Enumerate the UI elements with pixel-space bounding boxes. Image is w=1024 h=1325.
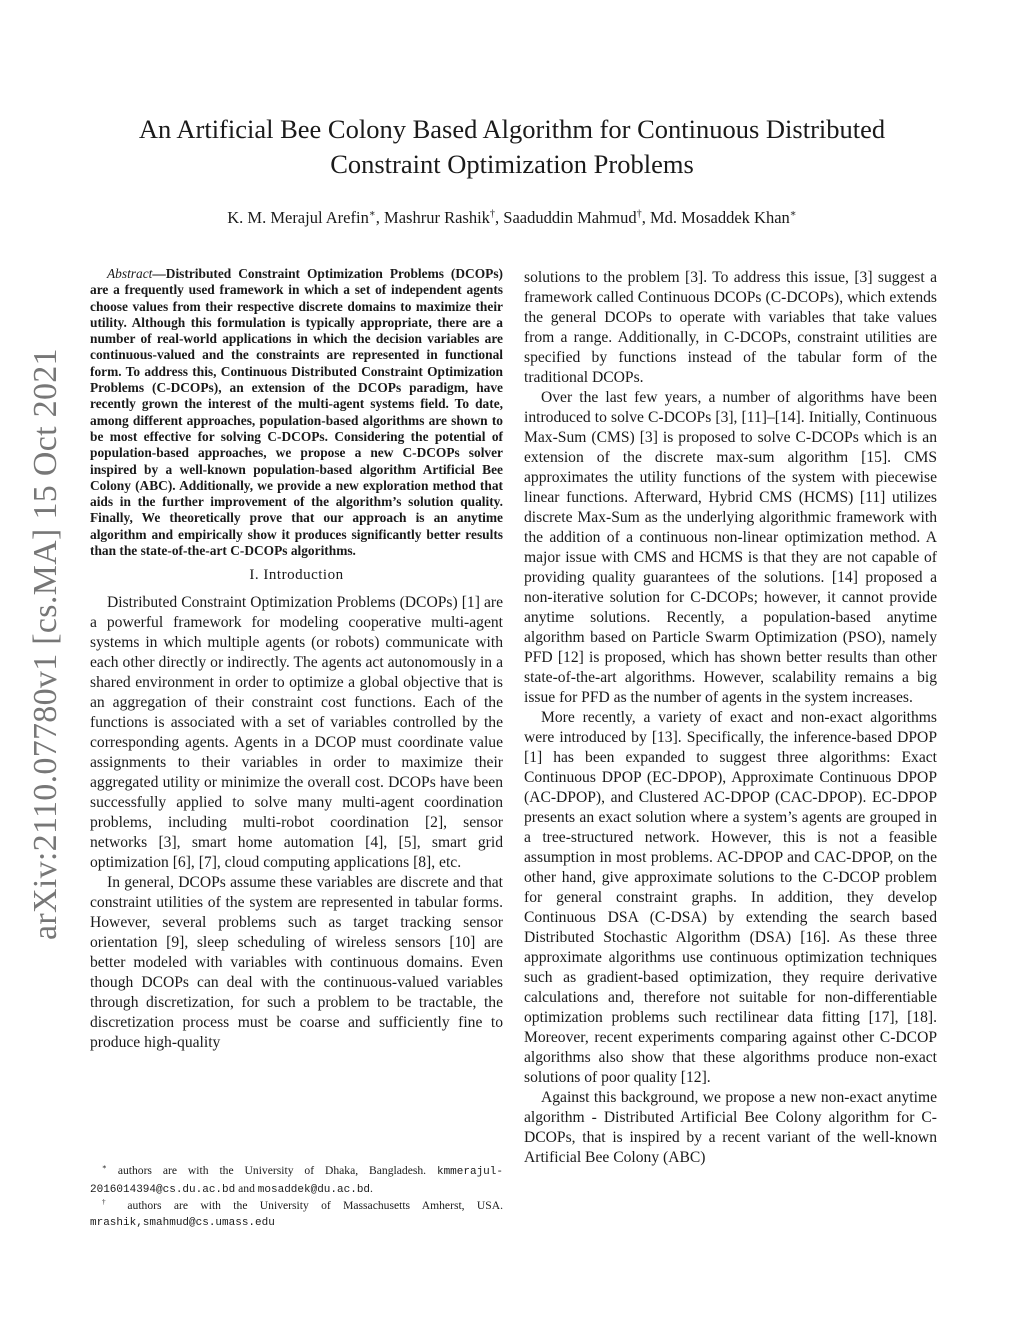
footnotes: [90, 1163, 503, 1231]
abstract-text: Distributed Constraint Optimization Problems (DCOPs) are a frequently used framework in which a set of independent agents choose values from their respective discrete domains to maximize their utility. Although this formulation is typically appropriate, there are a number of real-world applications in which the decision variables are continuous-valued and the constraints are represented in functional form. To address this, Continuous Distributed Constraint Optimization Problems (C-DCOPs), an extension of the DCOPs paradigm, have recently grown the interest of the multi-agent systems field. To date, among different approaches, population-based algorithms are shown to be most effective for solving C-DCOPs. Considering the potential of population-based approaches, we propose a new C-DCOPs solver inspired by a well-known population-based algorithm Artificial Bee Colony (ABC). Additionally, we provide a new exploration method that aids in the further improvement of the algorithm’s solution quality. Finally, We theoretically prove that our approach is an anytime algorithm and empirically show it produces significantly better results than the state-of-the-art C-DCOPs algorithms.: [90, 266, 503, 559]
paragraph: solutions to the problem [3]. To address this issue, [3] suggest a framework called Continuous DCOPs (C-DCOPs), which extends the general DCOPs to operate with variables that take values from a range. Additionally, in C-DCOPs, constraint utilities are specified by functions instead of the tabular form of the traditional DCOPs.: [524, 269, 937, 386]
email-address: mosaddek@du.ac.bd: [257, 1183, 371, 1196]
abstract-label: Abstract: [107, 266, 153, 281]
author-list: [90, 206, 934, 230]
arxiv-identifier: arXiv:2110.07780v1 [cs.MA] 15 Oct 2021: [27, 348, 64, 940]
author-4: Md. Mosaddek Khan∗: [650, 208, 797, 227]
right-column: [524, 268, 937, 1168]
paragraph: In general, DCOPs assume these variables are discrete and that constraint utilities of the system are represented in tabular forms. However, several problems such as target tracking sensor orientation [9], sleep scheduling of wireless sensors [10] are better modeled with variables with continuous domains. Even though DCOPs can deal with the continuous-valued variables through discretization, for such a problem to be tractable, the discretization process must be coarse and sufficiently fine to produce high-quality: [90, 874, 503, 1052]
email-address: mrashik,smahmud@cs.umass.edu: [90, 1216, 275, 1229]
paragraph: Over the last few years, a number of algorithms have been introduced to solve C-DCOPs [3], [11]–[14]. Initially, Continuous Max-Sum (CMS) [3] is proposed to solve C-DCOPs which is an extension of the discrete max-sum algorithm [15]. CMS approximates the utility functions of the system with piecewise linear functions. Afterward, Hybrid CMS (HCMS) [11] utilizes discrete Max-Sum as the underlying algorithmic framework with the addition of a continuous non-linear optimization method. A major issue with CMS and HCMS is that they are not capable of providing quality guarantees of the solutions. [14] proposed a non-iterative solution for C-DCOPs; however, it cannot provide anytime solutions. Recently, a population-based anytime algorithm based on Particle Swarm Optimization (PSO), namely PFD [12] is proposed, which has shown better results than other state-of-the-art algorithms. However, scalability remains a big issue for PFD as the number of agents in the system increases.: [524, 389, 937, 706]
abstract: Abstract—Distributed Constraint Optimization Problems (DCOPs) are a frequently used framework in which a set of independent agents choose values from their respective discrete domains to maximize their utility. Although this formulation is typically appropriate, there are a number of real-world applications in which the decision variables are continuous-valued and the constraints are represented in functional form. To address this, Continuous Distributed Constraint Optimization Problems (C-DCOPs), an extension of the DCOPs paradigm, have recently grown the interest of the multi-agent systems field. To date, among different approaches, population-based algorithms are shown to be most effective for solving C-DCOPs. Considering the potential of population-based approaches, we propose a new C-DCOPs solver inspired by a well-known population-based algorithm Artificial Bee Colony (ABC). Additionally, we provide a new exploration method that aids in the further improvement of the algorithm’s solution quality. Finally, We theoretically prove that our approach is an anytime algorithm and empirically show it produces significantly better results than the state-of-the-art C-DCOPs algorithms.: [90, 266, 503, 559]
paragraph: Distributed Constraint Optimization Problems (DCOPs) [1] are a powerful framework for modeling cooperative multi-agent systems in which multiple agents (or robots) communicate with each other directly or indirectly. The agents act autonomously in a shared environment in order to optimize a global objective that is an aggregation of their constraint cost functions. Each of the functions is associated with a set of variables controlled by the corresponding agents. Agents in a DCOP must coordinate value assignments to their variables in order to maximize their aggregated utility or minimize the overall cost. DCOPs have been successfully applied to solve many multi-agent coordination problems, including multi-robot coordination [2], sensor networks [3], smart home automation [4], [5], smart grid optimization [6], [7], cloud computing applications [8], etc.: [90, 594, 503, 872]
footnote-2: † authors are with the University of Massachusetts Amherst, USA. mrashik,smahmud@cs.umass.edu: [90, 1198, 504, 1229]
paragraph: More recently, a variety of exact and non-exact algorithms were introduced by [13]. Specifically, the inference-based DPOP [1] has been expanded to suggest three algorithms: Exact Continuous DPOP (EC-DPOP), Approximate Continuous DPOP (AC-DPOP), and Clustered AC-DPOP (CAC-DPOP). EC-DPOP presents an exact solution where a system’s agents are grouped in a tree-structured network. However, this is not a feasible assumption in most problems. AC-DPOP and CAC-DPOP, on the other hand, give approximate solutions to the C-DCOP problem for general constraint graphs. In addition, they develop Continuous DSA (C-DSA) by extending the search based Distributed Stochastic Algorithm (DSA) [16]. As these three approximate algorithms use continuous optimization techniques such as gradient-based optimization, they require derivative calculations and, therefore not suitable for non-differentiable optimization problems such rectilinear data fitting [17], [18]. Moreover, recent experiments comparing against other C-DCOP algorithms also show that these algorithms produce non-exact solutions of poor quality [12].: [524, 709, 937, 1086]
footnote-1: ∗ authors are with the University of Dhaka, Bangladesh. kmmerajul-2016014394@cs.du.ac.bd and mosaddek@du.ac.bd.: [90, 1163, 503, 1196]
author-2: Mashrur Rashik†,: [384, 208, 504, 227]
email-address: kmmerajul-2016014394@cs.du.ac.bd: [90, 1166, 503, 1196]
section-heading-introduction: I. Introduction: [249, 567, 344, 584]
title-line-2: Constraint Optimization Problems: [330, 149, 694, 179]
paper-title: [90, 112, 934, 182]
paragraph: Against this background, we propose a new non-exact anytime algorithm - Distributed Artificial Bee Colony algorithm for C-DCOPs, that is inspired by a recent variant of the well-known Artificial Bee Colony (ABC): [524, 1089, 937, 1166]
author-3: Saaduddin Mahmud†,: [503, 208, 651, 227]
author-1: K. M. Merajul Arefin∗,: [227, 208, 385, 227]
title-line-1: An Artificial Bee Colony Based Algorithm for Continuous Distributed: [138, 114, 886, 144]
left-column: [90, 266, 503, 1053]
